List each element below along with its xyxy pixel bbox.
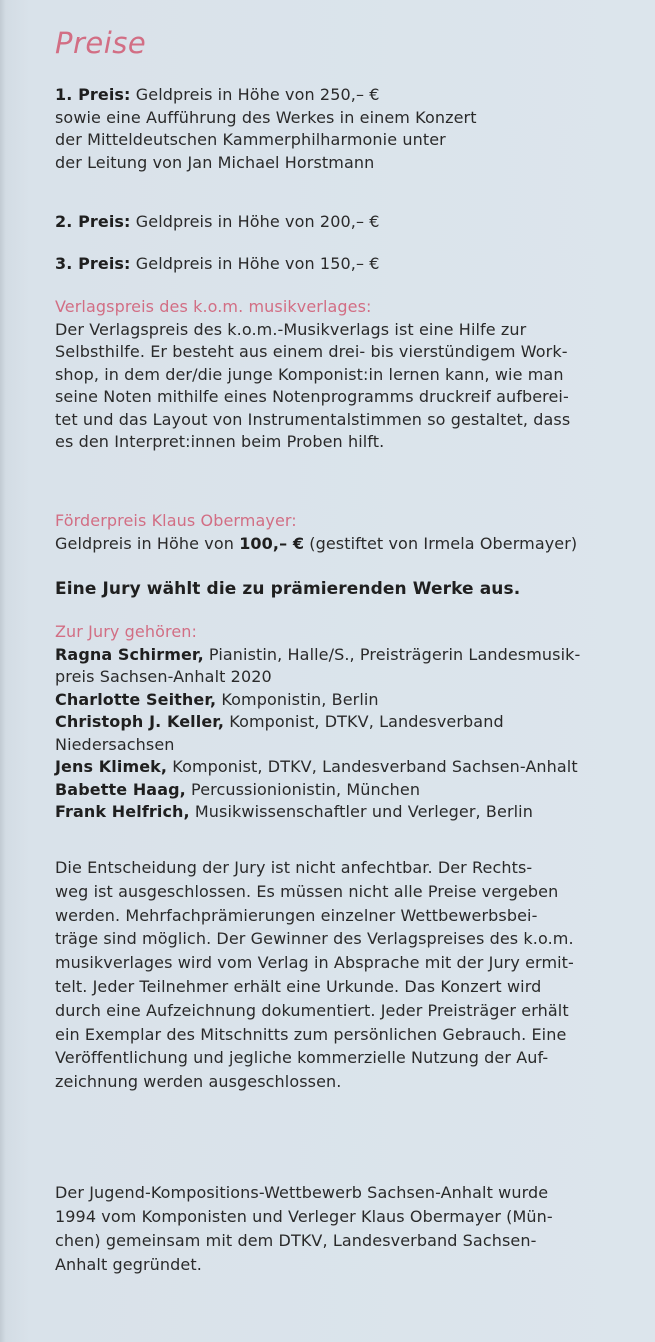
jury-member: Babette Haag, Percussionionistin, München <box>55 779 421 799</box>
jury-section <box>55 621 580 824</box>
prize-1 <box>55 84 477 174</box>
jury-statement: Eine Jury wählt die zu prämierenden Werke aus. <box>55 579 521 599</box>
rules-line: werden. Mehrfachprämierungen einzelner Wettbewerbsbei- <box>55 905 538 925</box>
rules-line: ein Exemplar des Mitschnitts zum persönlichen Gebrauch. Eine <box>55 1024 567 1044</box>
verlagspreis-line: es den Interpret:innen beim Proben hilft. <box>55 432 385 451</box>
foerderpreis-heading: Förderpreis Klaus Obermayer: <box>55 511 297 530</box>
rules-line: Die Entscheidung der Jury ist nicht anfechtbar. Der Rechts- <box>55 858 533 877</box>
history-line: 1994 vom Komponisten und Verleger Klaus Obermayer (Mün- <box>55 1207 553 1226</box>
prize-2 <box>55 211 380 234</box>
rules-line: Veröffentlichung und jegliche kommerzielle Nutzung der Auf- <box>55 1048 549 1068</box>
prize-3-text: Geldpreis in Höhe von 150,– € <box>130 254 380 273</box>
verlagspreis-line: shop, in dem der/die junge Komponist:in lernen kann, wie man <box>55 364 564 384</box>
verlagspreis-section <box>55 296 570 454</box>
rules-paragraph <box>55 856 574 1094</box>
history-line: Anhalt gegründet. <box>55 1255 202 1274</box>
verlagspreis-line: seine Noten mithilfe eines Notenprogramms druckreif aufberei- <box>55 387 569 406</box>
foerderpreis-section <box>55 510 577 555</box>
verlagspreis-heading: Verlagspreis des k.o.m. musikverlages: <box>55 297 372 316</box>
rules-line: zeichnung werden ausgeschlossen. <box>55 1072 342 1092</box>
prize-3 <box>55 253 380 276</box>
prize-1-line: sowie eine Aufführung des Werkes in einem Konzert <box>55 107 477 127</box>
jury-member: Ragna Schirmer, Pianistin, Halle/S., Preisträgerin Landesmusik- <box>55 644 581 664</box>
prize-1-line: der Leitung von Jan Michael Horstmann <box>55 152 375 172</box>
foerderpreis-post: (gestiftet von Irmela Obermayer) <box>304 533 578 553</box>
jury-heading: Zur Jury gehören: <box>55 622 197 641</box>
prize-1-label: 1. Preis: <box>55 85 131 104</box>
foerderpreis-amount: 100,– € <box>239 533 305 553</box>
history-line: Der Jugend-Kompositions-Wettbewerb Sachsen-Anhalt wurde <box>55 1183 549 1202</box>
prize-1-text: Geldpreis in Höhe von 250,– € <box>130 85 380 104</box>
rules-line: träge sind möglich. Der Gewinner des Verlagspreises des k.o.m. <box>55 929 574 949</box>
rules-line: durch eine Aufzeichnung dokumentiert. Jeder Preisträger erhält <box>55 1000 569 1020</box>
jury-member: Christoph J. Keller, Komponist, DTKV, Landesverband <box>55 712 504 731</box>
jury-member: Charlotte Seither, Komponistin, Berlin <box>55 689 379 709</box>
history-line: chen) gemeinsam mit dem DTKV, Landesverband Sachsen- <box>55 1231 537 1250</box>
verlagspreis-line: tet und das Layout von Instrumentalstimmen so gestaltet, dass <box>55 409 571 429</box>
verlagspreis-line: Selbsthilfe. Er besteht aus einem drei- bis vierstündigem Work- <box>55 342 568 361</box>
history-paragraph <box>55 1181 553 1277</box>
rules-line: musikverlages wird vom Verlag in Absprache mit der Jury ermit- <box>55 953 574 973</box>
foerderpreis-pre: Geldpreis in Höhe von <box>55 533 240 553</box>
prize-1-line: der Mitteldeutschen Kammerphilharmonie unter <box>55 130 446 149</box>
prize-3-label: 3. Preis: <box>55 254 131 273</box>
jury-member: Jens Klimek, Komponist, DTKV, Landesverband Sachsen-Anhalt <box>55 757 578 776</box>
jury-member-cont: preis Sachsen-Anhalt 2020 <box>55 667 272 686</box>
verlagspreis-line: Der Verlagspreis des k.o.m.-Musikverlags ist eine Hilfe zur <box>55 319 527 339</box>
page-title: Preise <box>55 26 147 60</box>
jury-member: Frank Helfrich, Musikwissenschaftler und Verleger, Berlin <box>55 802 533 821</box>
prize-2-label: 2. Preis: <box>55 212 131 231</box>
jury-member-cont: Niedersachsen <box>55 734 175 754</box>
prize-2-text: Geldpreis in Höhe von 200,– € <box>130 212 380 231</box>
rules-line: telt. Jeder Teilnehmer erhält eine Urkunde. Das Konzert wird <box>55 976 542 996</box>
rules-line: weg ist ausgeschlossen. Es müssen nicht alle Preise vergeben <box>55 881 559 901</box>
